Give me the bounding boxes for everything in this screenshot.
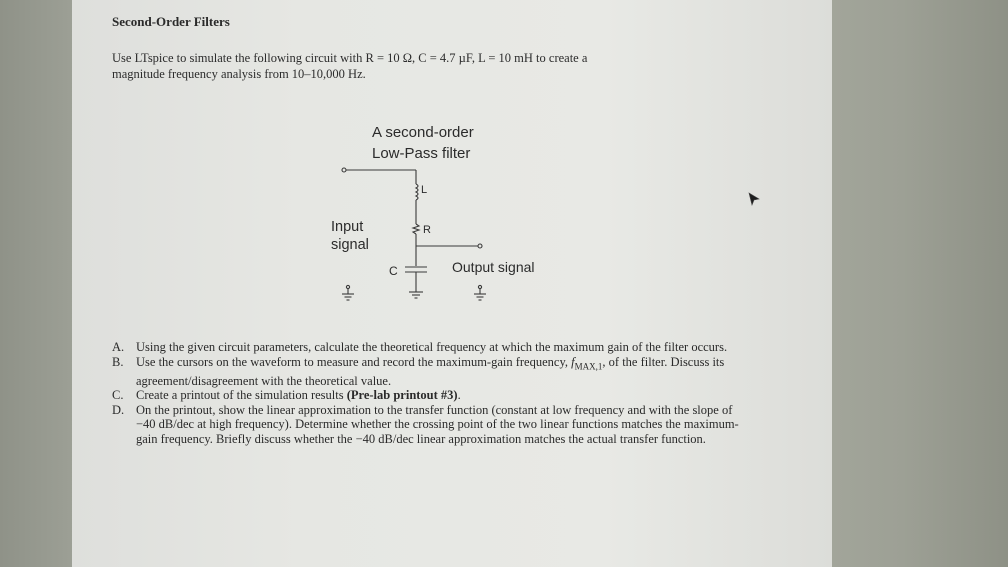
question-a [112, 340, 752, 355]
question-letter: B. [112, 354, 124, 369]
output-ground-terminal [478, 285, 481, 288]
question-c [112, 388, 752, 403]
question-list [112, 340, 752, 447]
question-b-text-after: , of the filter. Discuss its agreement/disagreement with the theoretical value. [136, 354, 725, 388]
inductor-label: L [421, 184, 428, 196]
input-terminal [342, 168, 346, 172]
intro-line-2: magnitude frequency analysis from 10–10,000 Hz. [112, 67, 366, 81]
question-text [136, 355, 752, 389]
fmax-subscript: MAX,1 [574, 361, 603, 372]
question-text [136, 388, 752, 403]
input-label-line-2: signal [331, 237, 369, 253]
question-d [112, 403, 752, 447]
capacitor-label: C [389, 264, 398, 278]
diagram-title-line-1: A second-order [372, 124, 474, 141]
question-letter: D. [112, 402, 125, 417]
question-letter: C. [112, 388, 124, 403]
mouse-pointer-icon [747, 191, 761, 209]
question-text: On the printout, show the linear approximation to the transfer function (constant at low frequency and with the slope of −40 dB/dec at high frequency). Determine whether the crossing point of the two linear functions matches the maximum-gain frequency. Briefly discuss whether the −40 dB/dec linear approximation matches the actual transfer function. [136, 402, 739, 447]
section-heading: Second-Order Filters [112, 14, 230, 29]
fmax-symbol: f [571, 354, 575, 369]
input-ground-terminal [346, 285, 349, 288]
input-label-line-1: Input [331, 219, 364, 235]
question-b [112, 355, 752, 389]
resistor-label: R [423, 224, 431, 236]
diagram-title-line-2: Low-Pass filter [372, 145, 471, 162]
question-c-text-after: . [457, 388, 461, 403]
question-b-text-before: Use the cursors on the waveform to measure and record the maximum-gain frequency, [136, 354, 572, 369]
resistor-symbol [413, 224, 419, 234]
output-terminal [478, 244, 482, 248]
question-text: Using the given circuit parameters, calculate the theoretical frequency at which the maximum gain of the filter occurs. [136, 340, 728, 354]
question-c-text-before: Create a printout of the simulation results [136, 388, 347, 403]
output-signal-label: Output signal [452, 259, 535, 275]
intro-line-1: Use LTspice to simulate the following circuit with R = 10 Ω, C = 4.7 µF, L = 10 mH to create a [112, 51, 588, 65]
monitor-bezel [832, 0, 1008, 567]
inductor-symbol [416, 184, 418, 200]
intro-paragraph [112, 50, 752, 82]
prelab-printout-ref: (Pre-lab printout #3) [346, 388, 458, 403]
question-letter: A. [112, 340, 125, 354]
input-signal-label [331, 218, 369, 254]
